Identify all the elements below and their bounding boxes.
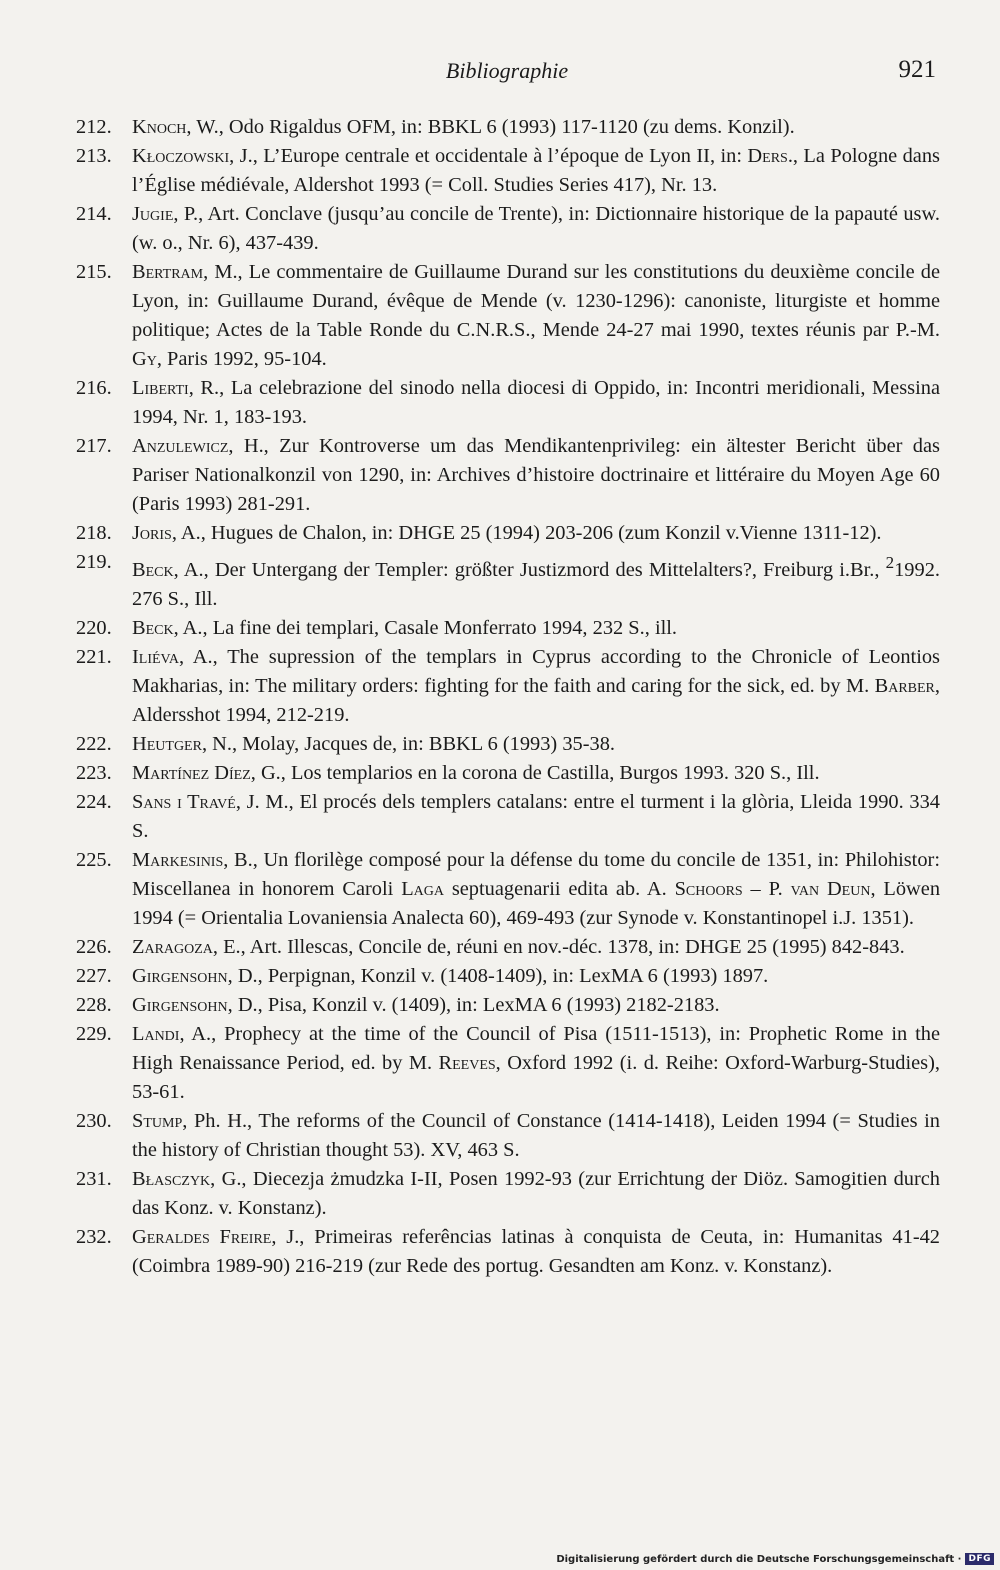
entry-author: Martínez Díez xyxy=(132,761,251,784)
entry-author: Girgensohn xyxy=(132,964,228,987)
entry-number: 228. xyxy=(76,993,112,1016)
entry-author: Ders xyxy=(747,145,788,167)
entry-author: Markesinis xyxy=(132,848,224,871)
entry-text: , E., Art. Illescas, Concile de, réuni en nov.-déc. 1378, in: DHGE 25 (1995) 842-843. xyxy=(212,935,905,958)
bibliography-entry xyxy=(76,730,940,759)
entry-number: 212. xyxy=(76,116,112,138)
entry-number: 232. xyxy=(76,1225,112,1248)
running-title: Bibliographie xyxy=(445,58,569,83)
bibliography-entry xyxy=(76,258,940,374)
entry-author: Gy xyxy=(132,348,157,370)
bibliography-entry xyxy=(76,846,940,933)
entry-text: , D., Pisa, Konzil v. (1409), in: LexMA 6 (1993) 2182-2183. xyxy=(227,993,720,1016)
entry-author: Girgensohn xyxy=(132,993,228,1016)
entry-author: Laga xyxy=(401,877,444,900)
entry-text: , A., Der Untergang der Templer: größter Justizmord des Mittelalters?, Freiburg i.Br., xyxy=(173,558,886,581)
entry-author: Stump xyxy=(132,1109,183,1132)
entry-number: 229. xyxy=(76,1022,112,1045)
bibliography-entry xyxy=(76,519,940,548)
entry-text: , G., Diecezja żmudzka I-II, Posen 1992-93 (zur Errichtung der Diöz. Samogitien durch das Konz. v. Konstanz). xyxy=(132,1167,940,1219)
entry-text: , Aldersshot 1994, 212-219. xyxy=(132,674,940,726)
entry-text: , J. M., El procés dels templers catalans: entre el turment i la glòria, Lleida 1990. 334 S. xyxy=(132,790,940,842)
entry-number: 227. xyxy=(76,964,112,987)
entry-text: , M., Le commentaire de Guillaume Durand sur les constitutions du deuxième concile de Lyon, in: Guillaume Durand, évêque de Mende (v. 1230-1296): canoniste, liturgiste et homme politique; Actes de la Table Ronde du C.N.R.S., Mende 24-27 mai 1990, textes réunis par P.-M. xyxy=(132,261,940,341)
dfg-logo-icon: DFG xyxy=(965,1553,994,1565)
bibliography-entry xyxy=(76,933,940,962)
entry-text: , P., Art. Conclave (jusqu’au concile de Trente), in: Dictionnaire historique de la papauté usw. (w. o., Nr. 6), 437-439. xyxy=(132,203,940,254)
bibliography-entry xyxy=(76,991,940,1020)
bibliography-entry xyxy=(76,113,940,142)
digitization-footer xyxy=(556,1552,994,1566)
entry-text: , A., Hugues de Chalon, in: DHGE 25 (1994) 203-206 (zum Konzil v.Vienne 1311-12). xyxy=(171,522,882,544)
entry-author: Jugie xyxy=(132,203,174,225)
entry-text: , J., Primeiras referências latinas à conquista de Ceuta, in: Humanitas 41-42 (Coimbra 1989-90) 216-219 (zur Rede des portug. Gesandten am Konz. v. Konstanz). xyxy=(132,1225,941,1277)
entry-number: 217. xyxy=(76,435,112,457)
footer-text: Digitalisierung gefördert durch die Deutsche Forschungsgemeinschaft · xyxy=(556,1553,962,1565)
entry-text: septuagenarii edita ab. A. xyxy=(443,877,675,900)
entry-author: Liberti xyxy=(132,377,189,399)
entry-author: Iliéva xyxy=(132,645,179,668)
entry-text: , G., Los templarios en la corona de Castilla, Burgos 1993. 320 S., Ill. xyxy=(250,761,820,784)
entry-number: 216. xyxy=(76,377,112,399)
entry-text: , Paris 1992, 95-104. xyxy=(156,348,327,370)
entry-number: 231. xyxy=(76,1167,112,1190)
entry-text: , Oxford 1992 (i. d. Reihe: Oxford-Warburg-Studies), 53-61. xyxy=(132,1051,940,1103)
entry-author: Heutger xyxy=(132,732,202,755)
entry-number: 215. xyxy=(76,261,112,283)
entry-author: Kłoczowski xyxy=(132,145,230,167)
page-number: 921 xyxy=(898,56,936,83)
entry-number: 225. xyxy=(76,848,112,871)
entry-author: Barber xyxy=(874,674,935,697)
entry-author: Anzulewicz xyxy=(132,435,229,457)
bibliography-entry xyxy=(76,548,940,614)
bibliography-entry xyxy=(76,759,940,788)
entry-number: 230. xyxy=(76,1109,112,1132)
entry-number: 222. xyxy=(76,732,112,755)
bibliography-entry xyxy=(76,142,940,200)
entry-text: , A., The supression of the templars in Cyprus according to the Chronicle of Leontios Makharias, in: The military orders: fighting for the faith and caring for the sick, ed. by M. xyxy=(132,645,940,697)
entry-author: Błasczyk xyxy=(132,1167,211,1190)
entry-text: , R., La celebrazione del sinodo nella diocesi di Oppido, in: Incontri meridionali, Messina 1994, Nr. 1, 183-193. xyxy=(132,377,940,428)
entry-author: Landi xyxy=(132,1022,180,1045)
entry-text: , D., Perpignan, Konzil v. (1408-1409), in: LexMA 6 (1993) 1897. xyxy=(227,964,769,987)
entry-author: Reeves xyxy=(438,1051,496,1074)
entry-author: Beck xyxy=(132,616,174,639)
bibliography-entry xyxy=(76,1223,940,1281)
entry-author: Zaragoza xyxy=(132,935,213,958)
entry-number: 226. xyxy=(76,935,112,958)
bibliography-entry xyxy=(76,1020,940,1107)
entry-author: Beck xyxy=(132,558,174,581)
entry-author: Geraldes Freire xyxy=(132,1225,272,1248)
bibliography-list xyxy=(76,113,940,1281)
bibliography-entry xyxy=(76,1107,940,1165)
entry-number: 221. xyxy=(76,645,112,668)
entry-text: ., La Pologne dans l’Église médiévale, Aldershot 1993 (= Coll. Studies Series 417), Nr. 13. xyxy=(132,145,940,196)
entry-text: , W., Odo Rigaldus OFM, in: BBKL 6 (1993) 117-1120 (zu dems. Konzil). xyxy=(186,116,795,138)
entry-author: Sans i Travé xyxy=(132,790,236,813)
entry-author: Schoors – P. van Deun xyxy=(674,877,871,900)
entry-number: 219. xyxy=(76,551,112,573)
bibliography-entry xyxy=(76,200,940,258)
entry-number: 223. xyxy=(76,761,112,784)
entry-text: , J., L’Europe centrale et occidentale à l’époque de Lyon II, in: xyxy=(229,145,748,167)
entry-number: 220. xyxy=(76,616,112,639)
entry-author: Knoch xyxy=(132,116,187,138)
entry-author: Bertram xyxy=(132,261,204,283)
entry-text: , N., Molay, Jacques de, in: BBKL 6 (1993) 35-38. xyxy=(201,732,615,755)
bibliography-entry xyxy=(76,374,940,432)
entry-edition-superscript: 2 xyxy=(885,553,895,572)
bibliography-entry xyxy=(76,614,940,643)
entry-text: , H., Zur Kontroverse um das Mendikantenprivileg: ein ältester Bericht über das Pariser Nationalkonzil von 1290, in: Archives d’histoire doctrinaire et littéraire du Moyen Age 60 (Paris 1993) 281-291. xyxy=(132,435,940,515)
entry-number: 218. xyxy=(76,522,112,544)
entry-number: 213. xyxy=(76,145,112,167)
entry-text: 1992. 276 S., Ill. xyxy=(132,558,940,610)
page-header xyxy=(76,56,938,88)
entry-number: 224. xyxy=(76,790,112,813)
bibliography-entry xyxy=(76,788,940,846)
entry-text: , A., Prophecy at the time of the Council of Pisa (1511-1513), in: Prophetic Rome in the High Renaissance Period, ed. by M. xyxy=(132,1022,940,1074)
bibliography-entry xyxy=(76,432,940,519)
entry-text: , Ph. H., The reforms of the Council of Constance (1414-1418), Leiden 1994 (= Studies in the history of Christian thought 53). XV, 463 S. xyxy=(132,1109,940,1161)
entry-author: Joris xyxy=(132,522,172,544)
bibliography-entry xyxy=(76,643,940,730)
entry-text: , B., Un florilège composé pour la défense du tome du concile de 1351, in: Philohistor: Miscellanea in honorem Caroli xyxy=(132,848,940,900)
entry-text: , A., La fine dei templari, Casale Monferrato 1994, 232 S., ill. xyxy=(173,616,678,639)
entry-text: , Löwen 1994 (= Orientalia Lovaniensia Analecta 60), 469-493 (zur Synode v. Konstantinopel i.J. 1351). xyxy=(132,877,941,929)
entry-number: 214. xyxy=(76,203,112,225)
bibliography-entry xyxy=(76,962,940,991)
bibliography-entry xyxy=(76,1165,940,1223)
